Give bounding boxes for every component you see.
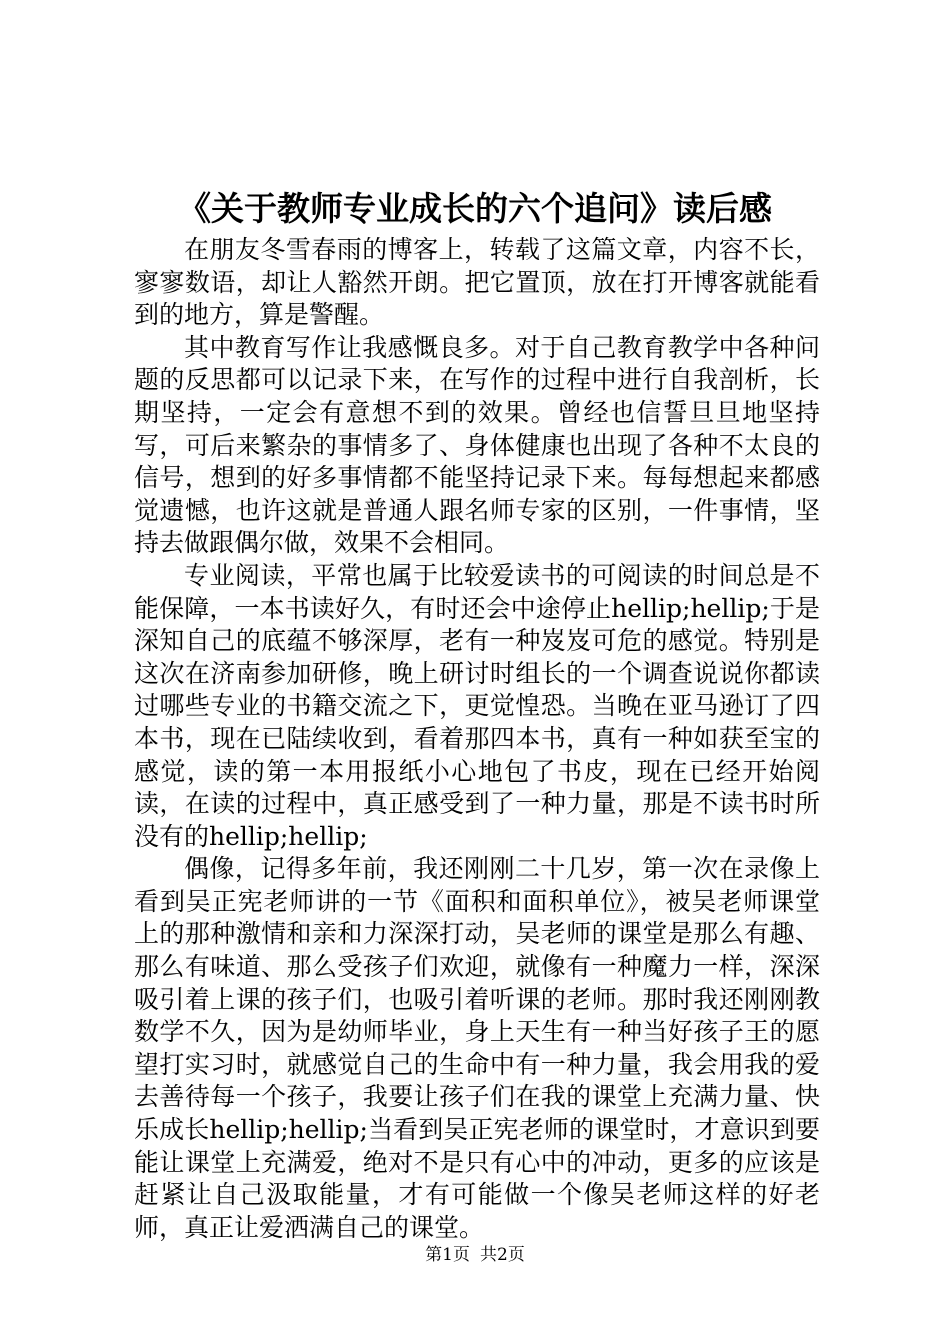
document-title: 《关于教师专业成长的六个追问》读后感: [178, 189, 772, 228]
paragraph-2: 其中教育写作让我感慨良多。对于自己教育教学中各种问题的反思都可以记录下来，在写作的过程中进行自我剖析，长期坚持，一定会有意想不到的效果。曾经也信誓旦旦地坚持写，可后来繁杂的事情多了、身体健康也出现了各种不太良的信号，想到的好多事情都不能坚持记录下来。每每想起来都感觉遗憾，也许这就是普通人跟名师专家的区别，一件事情，坚持去做跟偶尔做，效果不会相同。: [134, 332, 820, 558]
page-number-total: 共2页: [480, 1245, 525, 1265]
document-body: [134, 234, 820, 1244]
paragraph-4: 偶像，记得多年前，我还刚刚二十几岁，第一次在录像上看到吴正宪老师讲的一节《面积和面积单位》，被吴老师课堂上的那种激情和亲和力深深打动，吴老师的课堂是那么有趣、那么有味道、那么受孩子们欢迎，就像有一种魔力一样，深深吸引着上课的孩子们，也吸引着听课的老师。那时我还刚刚教数学不久，因为是幼师毕业，身上天生有一种当好孩子王的愿望打实习时，就感觉自己的生命中有一种力量，我会用我的爱去善待每一个孩子，我要让孩子们在我的课堂上充满力量、快乐成长hellip;hellip;当看到吴正宪老师的课堂时，才意识到要能让课堂上充满爱，绝对不是只有心中的冲动，更多的应该是赶紧让自己汲取能量，才有可能做一个像吴老师这样的好老师，真正让爱洒满自己的课堂。: [134, 854, 820, 1242]
page-footer: [0, 1243, 950, 1267]
paragraph-3: 专业阅读，平常也属于比较爱读书的可阅读的时间总是不能保障，一本书读好久，有时还会中途停止hellip;hellip;于是深知自己的底蕴不够深厚，老有一种岌岌可危的感觉。特别是这次在济南参加研修，晚上研讨时组长的一个调查说说你都读过哪些专业的书籍交流之下，更觉惶恐。当晚在亚马逊订了四本书，现在已陆续收到，看着那四本书，真有一种如获至宝的感觉，读的第一本用报纸小心地包了书皮，现在已经开始阅读，在读的过程中，真正感受到了一种力量，那是不读书时所没有的hellip;hellip;: [134, 560, 820, 851]
page-number-current: 第1页: [425, 1245, 470, 1265]
paragraph-1: 在朋友冬雪春雨的博客上，转载了这篇文章，内容不长，寥寥数语，却让人豁然开朗。把它置顶，放在打开博客就能看到的地方，算是警醒。: [134, 235, 820, 330]
